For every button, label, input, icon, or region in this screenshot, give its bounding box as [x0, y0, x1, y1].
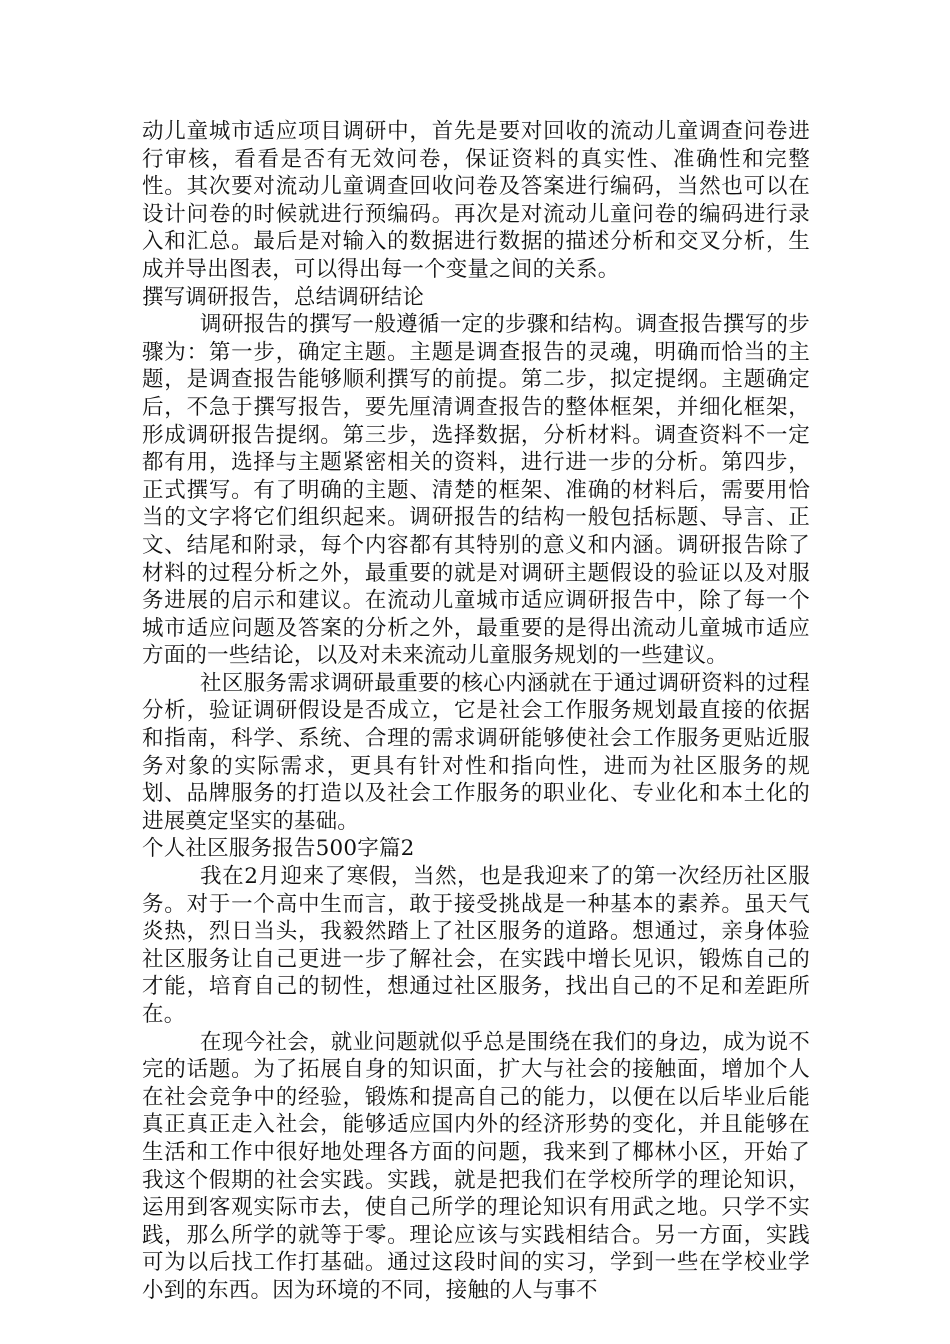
section-heading-write-report: 撰写调研报告，总结调研结论	[142, 284, 425, 310]
document-page	[142, 118, 810, 1305]
section-heading-article-2: 个人社区服务报告500字篇2	[142, 836, 415, 862]
paragraph-core-meaning: 社区服务需求调研最重要的核心内涵就在于通过调研资料的过程分析，验证调研假设是否成立，它是社会工作服务规划最直接的依据和指南，科学、系统、合理的需求调研能够使社会工作服务更贴近服务对象的实际需求，更具有针对性和指向性，进而为社区服务的规划、品牌服务的打造以及社会工作服务的职业化、专业化和本土化的进展奠定坚实的基础。	[142, 670, 810, 834]
paragraph-survey-processing: 动儿童城市适应项目调研中，首先是要对回收的流动儿童调查问卷进行审核，看看是否有无效问卷，保证资料的真实性、准确性和完整性。其次要对流动儿童调查回收问卷及答案进行编码，当然也可以在设计问卷的时候就进行预编码。再次是对流动儿童问卷的编码进行录入和汇总。最后是对输入的数据进行数据的描述分析和交叉分析，生成并导出图表，可以得出每一个变量之间的关系。	[142, 119, 810, 282]
paragraph-winter-vacation: 我在2月迎来了寒假，当然，也是我迎来了的第一次经历社区服务。对于一个高中生而言，敢于接受挑战是一种基本的素养。虽天气炎热，烈日当头，我毅然踏上了社区服务的道路。想通过，亲身体验社区服务让自己更进一步了解社会，在实践中增长见识，锻炼自己的才能，培育自己的韧性，想通过社区服务，找出自己的不足和差距所在。	[142, 864, 810, 1027]
paragraph-employment-practice: 在现今社会，就业问题就似乎总是围绕在我们的身边，成为说不完的话题。为了拓展自身的知识面，扩大与社会的接触面，增加个人在社会竞争中的经验，锻炼和提高自己的能力，以便在以后毕业后能真正真正走入社会，能够适应国内外的经济形势的变化，并且能够在生活和工作中很好地处理各方面的问题，我来到了椰林小区，开始了我这个假期的社会实践。实践，就是把我们在学校所学的理论知识，运用到客观实际市去，使自己所学的理论知识有用武之地。只学不实践，那么所学的就等于零。理论应该与实践相结合。另一方面，实践可为以后找工作打基础。通过这段时间的实习，学到一些在学校业学小到的东西。因为环境的不同，接触的人与事不	[142, 1029, 810, 1303]
paragraph-report-steps: 调研报告的撰写一般遵循一定的步骤和结构。调查报告撰写的步骤为：第一步，确定主题。主题是调查报告的灵魂，明确而恰当的主题，是调查报告能够顺利撰写的前提。第二步，拟定提纲。主题确定后，不急于撰写报告，要先厘清调查报告的整体框架，并细化框架，形成调研报告提纲。第三步，选择数据，分析材料。调查资料不一定都有用，选择与主题紧密相关的资料，进行进一步的分析。第四步，正式撰写。有了明确的主题、清楚的框架、准确的材料后，需要用恰当的文字将它们组织起来。调研报告的结构一般包括标题、导言、正文、结尾和附录，每个内容都有其特别的意义和内涵。调研报告除了材料的过程分析之外，最重要的就是对调研主题假设的验证以及对服务进展的启示和建议。在流动儿童城市适应调研报告中，除了每一个城市适应问题及答案的分析之外，最重要的是得出流动儿童城市适应方面的一些结论，以及对未来流动儿童服务规划的一些建议。	[142, 312, 810, 669]
